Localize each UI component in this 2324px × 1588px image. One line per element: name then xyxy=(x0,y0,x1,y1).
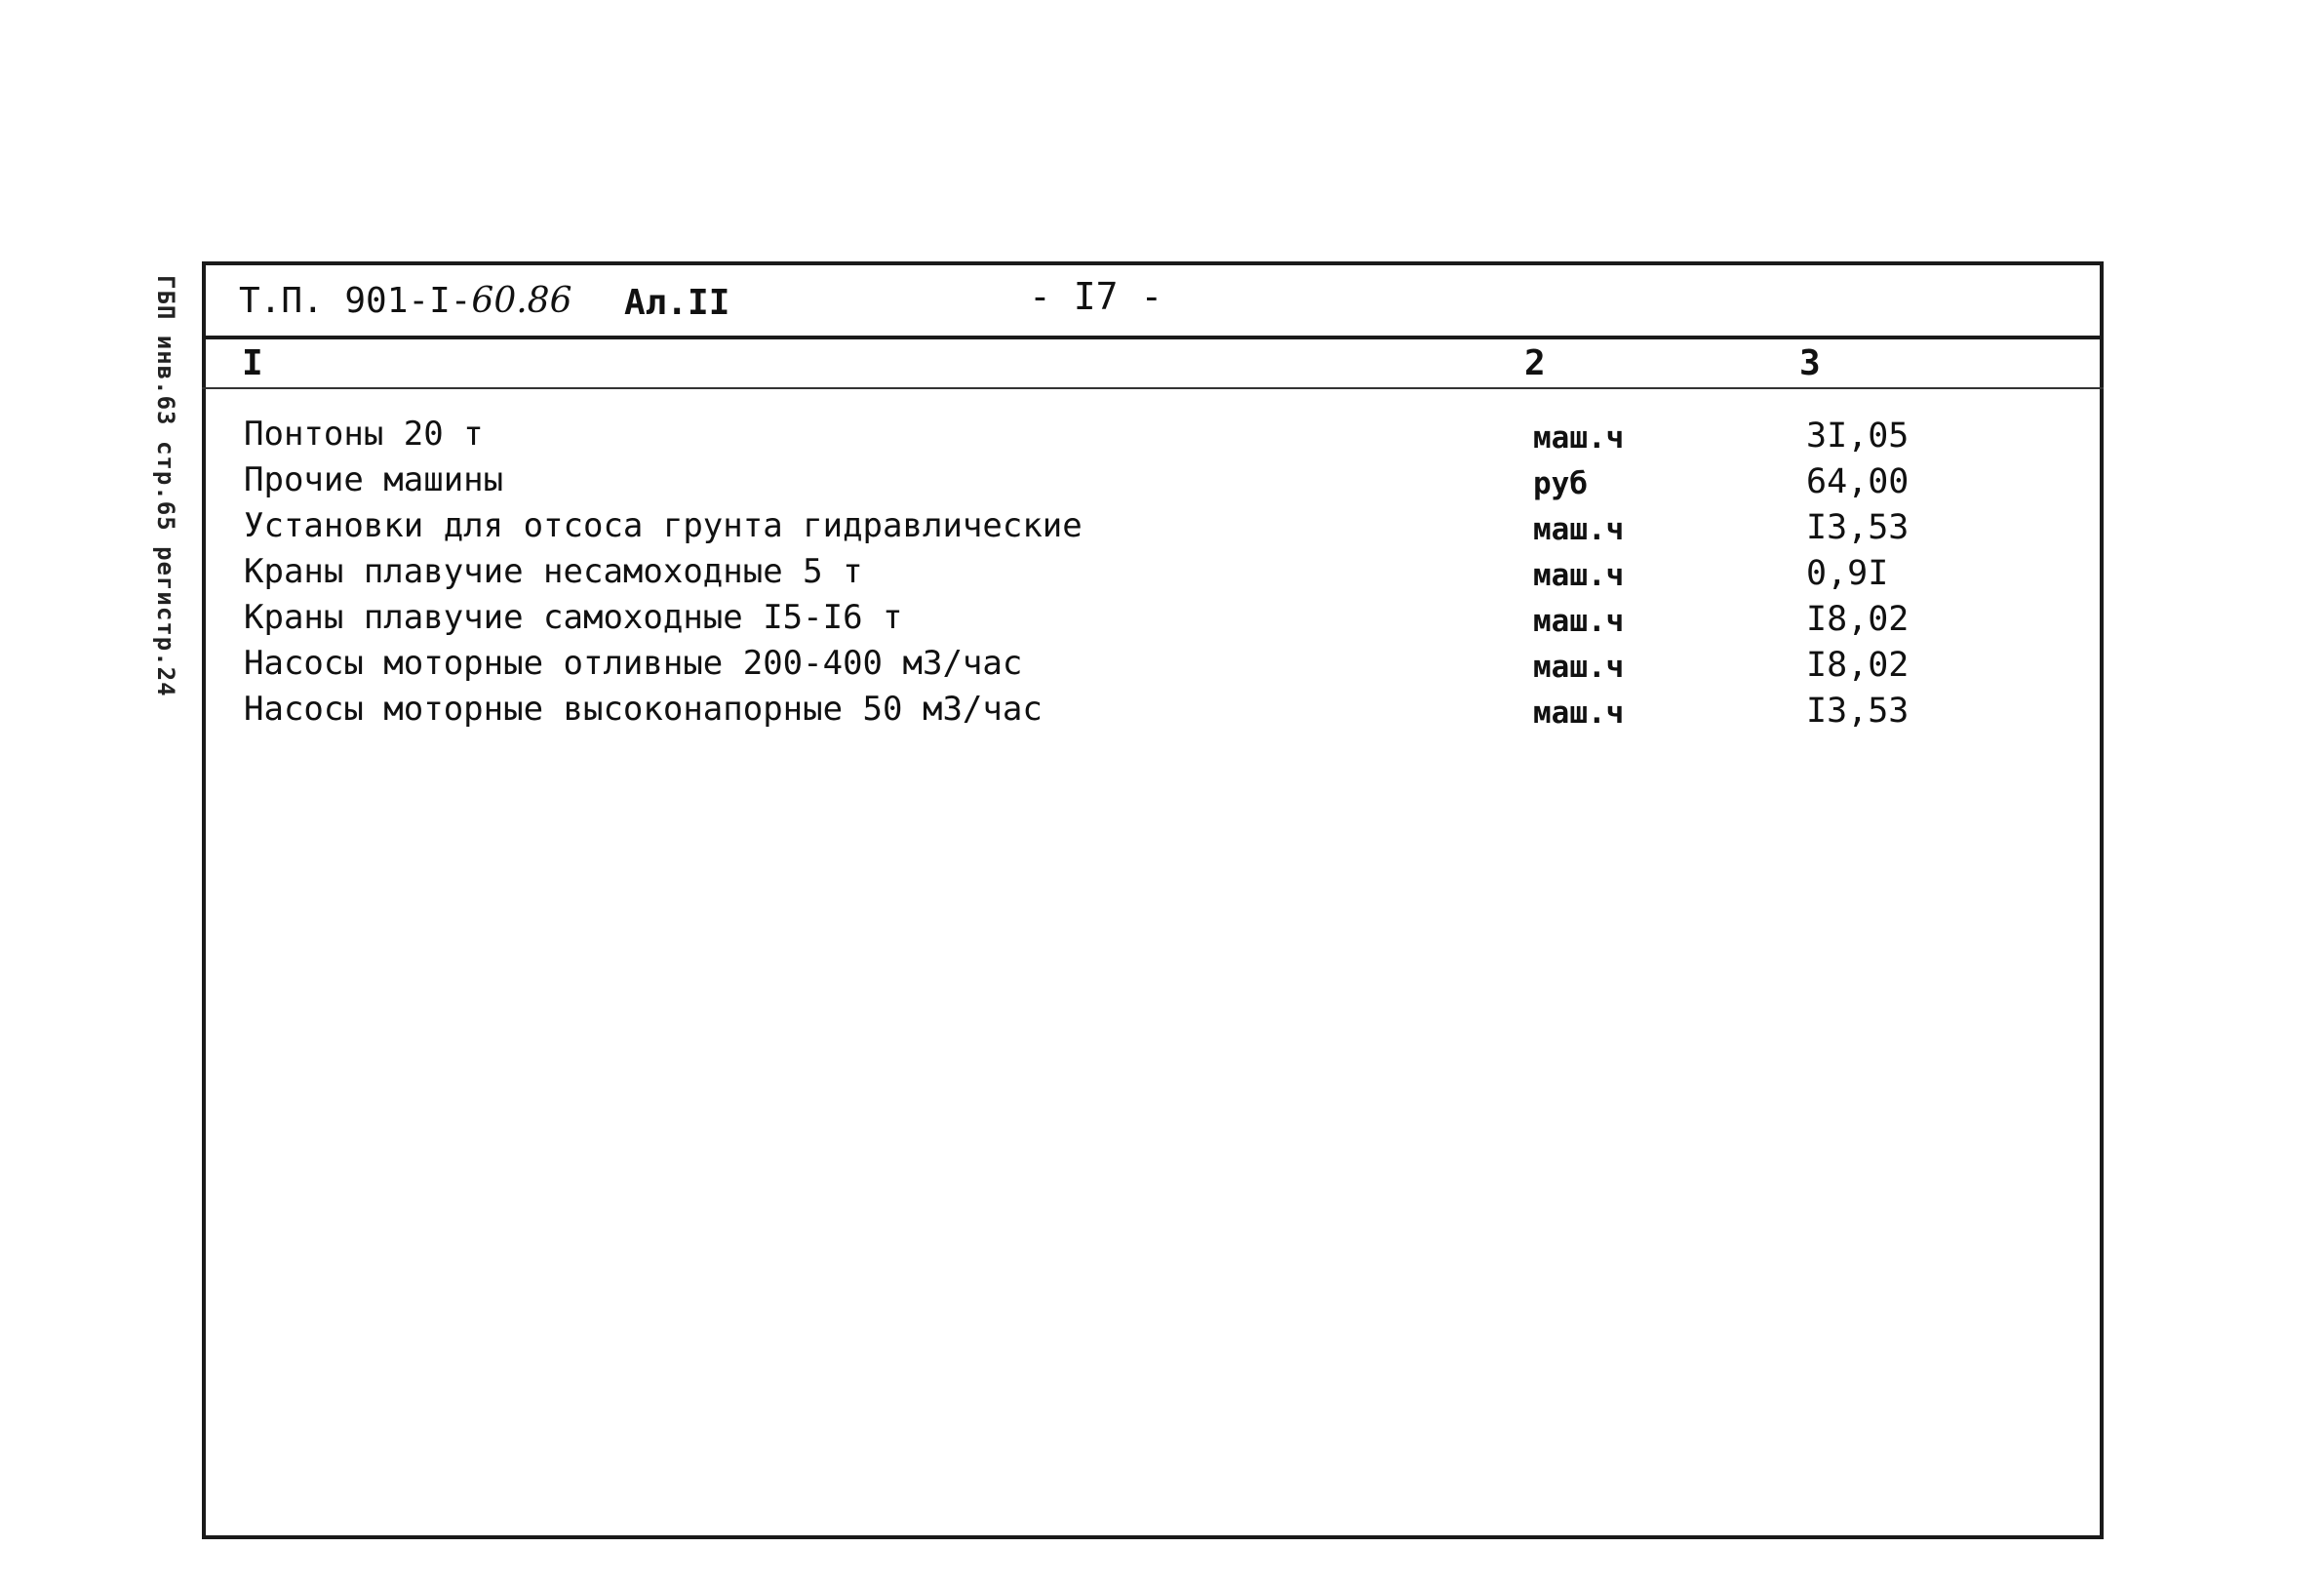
row-value: I3,53 xyxy=(1806,508,1910,547)
row-name: Краны плавучие несамоходные 5 т xyxy=(244,552,863,591)
header-divider xyxy=(202,336,2104,339)
column-header-3: 3 xyxy=(1799,343,1821,383)
row-name: Установки для отсоса грунта гидравлические xyxy=(244,506,1083,545)
row-name: Прочие машины xyxy=(244,460,504,499)
table-row xyxy=(0,552,2324,598)
side-archive-stamp: ГБП инв.63 стр.65 регистр.24 xyxy=(152,275,179,697)
row-name: Насосы моторные отливные 200-400 м3/час xyxy=(244,644,1023,683)
row-value: I8,02 xyxy=(1806,600,1910,639)
row-value: I3,53 xyxy=(1806,692,1910,731)
row-value: 64,00 xyxy=(1806,462,1910,501)
row-unit: маш.ч xyxy=(1533,420,1625,456)
column-header-2: 2 xyxy=(1524,343,1546,383)
table-row xyxy=(0,506,2324,552)
table-row xyxy=(0,644,2324,690)
page-number: - I7 - xyxy=(1029,275,1163,318)
row-unit: маш.ч xyxy=(1533,558,1625,593)
column-header-1: I xyxy=(242,343,263,383)
table-row xyxy=(0,690,2324,735)
sheet-label: Ал.II xyxy=(624,283,730,323)
row-unit: маш.ч xyxy=(1533,604,1625,639)
table-row xyxy=(0,598,2324,644)
row-unit: маш.ч xyxy=(1533,695,1625,731)
row-value: I8,02 xyxy=(1806,646,1910,685)
row-value: 0,9I xyxy=(1806,554,1889,593)
table-row xyxy=(0,460,2324,506)
row-name: Понтоны 20 т xyxy=(244,415,484,454)
row-unit: маш.ч xyxy=(1533,650,1625,685)
row-value: 3I,05 xyxy=(1806,417,1910,456)
row-name: Краны плавучие самоходные I5-I6 т xyxy=(244,598,903,637)
row-unit: маш.ч xyxy=(1533,512,1625,547)
table-row xyxy=(0,415,2324,460)
document-code xyxy=(239,281,571,321)
table-body xyxy=(0,415,2324,735)
document-code-prefix: Т.П. 901-I- xyxy=(239,281,472,321)
column-header-divider xyxy=(202,387,2104,389)
row-name: Насосы моторные высоконапорные 50 м3/час xyxy=(244,690,1043,729)
row-unit: руб xyxy=(1533,466,1588,501)
document-code-suffix: 60.86 xyxy=(471,281,572,321)
